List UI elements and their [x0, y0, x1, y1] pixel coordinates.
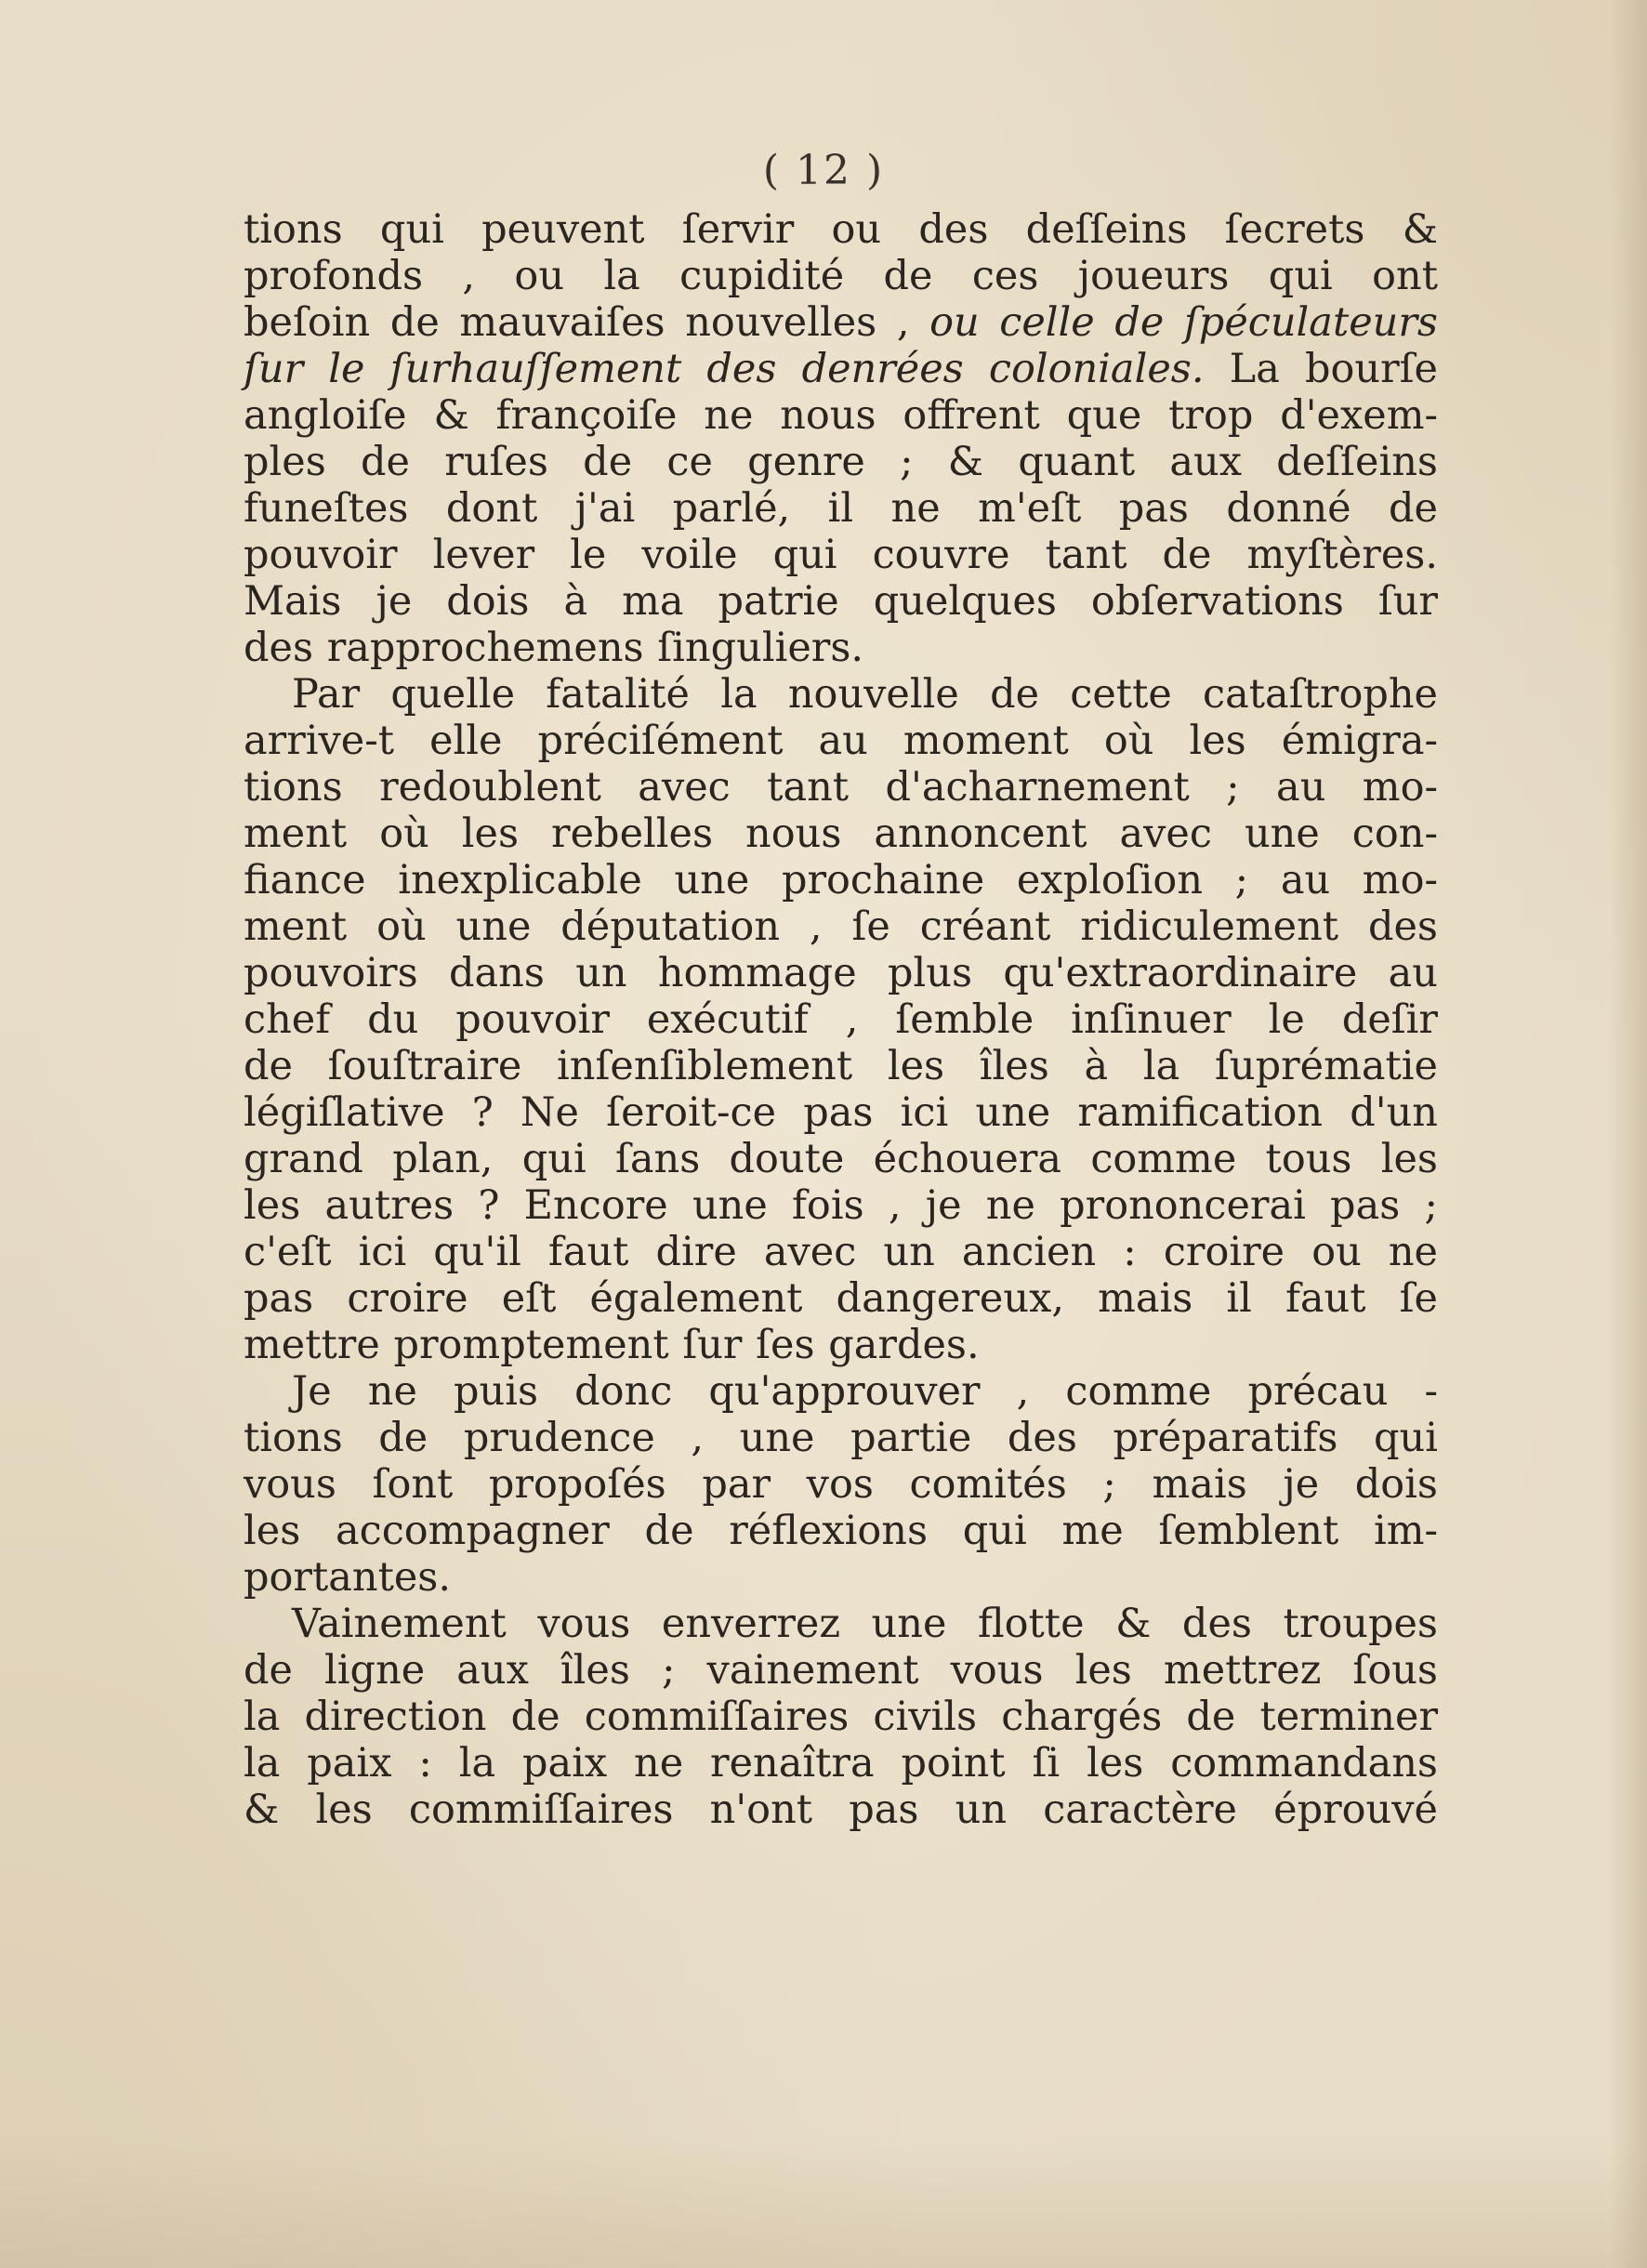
text-line [244, 1089, 1438, 1136]
text-segment: pouvoirs dans un hommage plus qu'extraordinaire au [244, 950, 1438, 996]
text-line [244, 764, 1438, 811]
text-line [244, 1043, 1438, 1089]
text-line [244, 206, 1438, 253]
text-line [244, 532, 1438, 578]
text-segment: grand plan, qui ſans doute échouera comme tous les [244, 1136, 1438, 1182]
text-line [244, 671, 1438, 718]
text-segment: profonds , ou la cupidité de ces joueurs qui ont [244, 253, 1438, 299]
body-text [244, 206, 1438, 1833]
text-segment: chef du pouvoir exécutif , ſemble inſinuer le deſir [244, 996, 1438, 1043]
text-line [244, 1461, 1438, 1508]
text-line [244, 392, 1438, 439]
text-segment: tions redoublent avec tant d'acharnement ; au mo- [244, 764, 1438, 811]
text-line [244, 1368, 1438, 1415]
text-segment: & les commiſſaires n'ont pas un caractère éprouvé [244, 1787, 1438, 1833]
text-segment: les accompagner de réflexions qui me ſemblent im- [244, 1508, 1438, 1554]
text-segment: la paix : la paix ne renaîtra point ſi les commandans [244, 1740, 1438, 1787]
text-segment: La bourſe [1204, 346, 1438, 392]
text-segment: pouvoir lever le voile qui couvre tant de myſtères. [244, 532, 1438, 578]
text-segment: ment où les rebelles nous annoncent avec une con- [244, 811, 1438, 857]
text-line [244, 1694, 1438, 1740]
text-line [244, 578, 1438, 625]
text-line [244, 718, 1438, 764]
text-line [244, 857, 1438, 903]
italic-text-segment: ſur le ſurhauſſement des denrées coloniales. [244, 346, 1205, 392]
text-segment: angloiſe & françoiſe ne nous offrent que trop d'exem- [244, 392, 1438, 439]
text-segment: la direction de commiſſaires civils chargés de terminer [244, 1694, 1438, 1740]
text-line [244, 1554, 1438, 1601]
text-line [244, 1787, 1438, 1833]
paper-bottom-stain [0, 2138, 1647, 2268]
text-segment: de ligne aux îles ; vainement vous les mettrez ſous [244, 1647, 1438, 1694]
text-segment: portantes. [244, 1554, 452, 1601]
text-line [244, 903, 1438, 950]
text-line [244, 253, 1438, 299]
text-segment: Je ne puis donc qu'approuver , comme précau - [292, 1368, 1438, 1415]
text-segment: des rapprochemens ſinguliers. [244, 625, 864, 671]
text-line [244, 1136, 1438, 1182]
paper-edge-shadow [1610, 0, 1647, 2268]
text-segment: de ſouſtraire inſenſiblement les îles à la ſuprématie [244, 1043, 1438, 1089]
text-line [244, 1229, 1438, 1275]
text-segment: mettre promptement ſur ſes gardes. [244, 1322, 980, 1368]
text-line [244, 1322, 1438, 1368]
text-line [244, 299, 1438, 346]
text-line [244, 1508, 1438, 1554]
text-line [244, 346, 1438, 392]
text-segment: arrive-t elle préciſément au moment où les émigra- [244, 718, 1438, 764]
text-segment: funeſtes dont j'ai parlé, il ne m'eſt pas donné de [244, 485, 1438, 532]
text-line [244, 811, 1438, 857]
text-line [244, 1415, 1438, 1461]
text-line [244, 485, 1438, 532]
text-line [244, 1275, 1438, 1322]
text-line [244, 625, 1438, 671]
text-segment: beſoin de mauvaiſes nouvelles , [244, 299, 930, 346]
text-line [244, 1740, 1438, 1787]
text-segment: tions qui peuvent ſervir ou des deſſeins ſecrets & [244, 206, 1438, 253]
text-line [244, 1647, 1438, 1694]
text-segment: vous ſont propoſés par vos comités ; mais je dois [244, 1461, 1438, 1508]
text-segment: Vainement vous enverrez une flotte & des troupes [292, 1601, 1438, 1647]
text-segment: ment où une députation , ſe créant ridiculement des [244, 903, 1438, 950]
text-line [244, 950, 1438, 996]
page-number: ( 12 ) [762, 147, 885, 194]
text-line [244, 439, 1438, 485]
text-line [244, 1182, 1438, 1229]
text-segment: tions de prudence , une partie des préparatifs qui [244, 1415, 1438, 1461]
text-segment: fiance inexplicable une prochaine exploſion ; au mo- [244, 857, 1438, 903]
text-segment: légiſlative ? Ne ſeroit-ce pas ici une ramification d'un [244, 1089, 1438, 1136]
text-segment: Mais je dois à ma patrie quelques obſervations ſur [244, 578, 1438, 625]
italic-text-segment: ou celle de ſpéculateurs [929, 299, 1438, 346]
text-segment: pas croire eſt également dangereux, mais il faut ſe [244, 1275, 1438, 1322]
text-segment: Par quelle fatalité la nouvelle de cette cataſtrophe [292, 671, 1438, 718]
text-line [244, 996, 1438, 1043]
text-segment: les autres ? Encore une fois , je ne prononcerai pas ; [244, 1182, 1438, 1229]
text-line [244, 1601, 1438, 1647]
text-segment: c'eſt ici qu'il faut dire avec un ancien : croire ou ne [244, 1229, 1438, 1275]
text-segment: ples de ruſes de ce genre ; & quant aux deſſeins [244, 439, 1438, 485]
